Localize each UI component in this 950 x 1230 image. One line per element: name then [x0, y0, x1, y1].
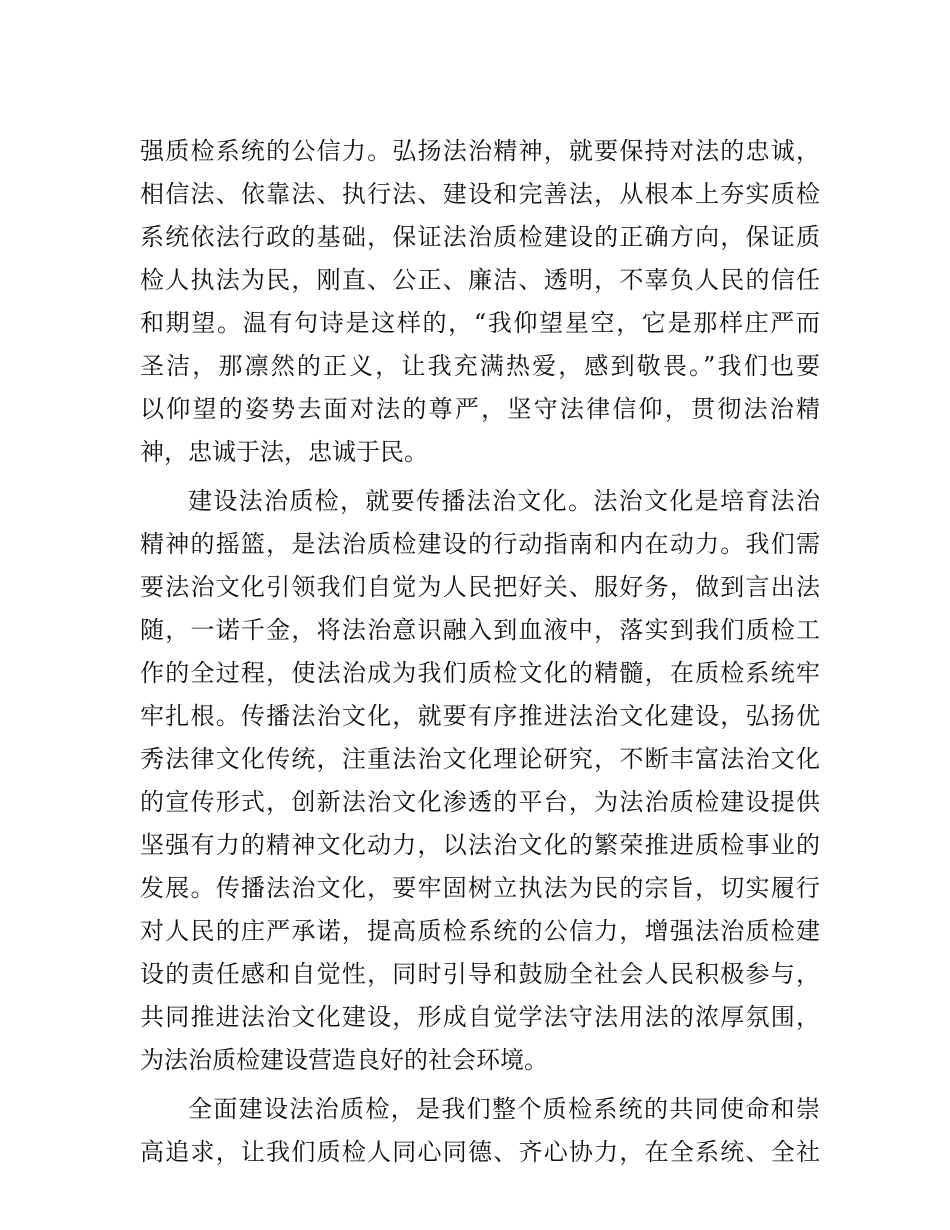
paragraph-3: [140, 1088, 820, 1174]
paragraph-line: 相信法、依靠法、执行法、建设和完善法，从根本上夯实质检: [140, 180, 820, 208]
paragraph-line: 设的责任感和自觉性，同时引导和鼓励全社会人民积极参与，: [140, 960, 820, 988]
paragraph-line: 圣洁，那凛然的正义，让我充满热爱，感到敬畏。”我们也要: [140, 352, 820, 380]
paragraph-line: 共同推进法治文化建设，形成自觉学法守法用法的浓厚氛围，: [140, 1003, 820, 1031]
paragraph-line: 秀法律文化传统，注重法治文化理论研究，不断丰富法治文化: [140, 745, 820, 773]
paragraph-line: 发展。传播法治文化，要牢固树立执法为民的宗旨，切实履行: [140, 874, 820, 902]
document-body: [140, 130, 820, 1174]
paragraph-line: 随，一诺千金，将法治意识融入到血液中，落实到我们质检工: [140, 616, 820, 644]
paragraph-line: 坚强有力的精神文化动力，以法治文化的繁荣推进质检事业的: [140, 831, 820, 859]
paragraph-line: 检人执法为民，刚直、公正、廉洁、透明，不辜负人民的信任: [140, 266, 820, 294]
paragraph-line: 建设法治质检，就要传播法治文化。法治文化是培育法治: [188, 487, 820, 515]
paragraph-line: 对人民的庄严承诺，提高质检系统的公信力，增强法治质检建: [140, 917, 820, 945]
paragraph-line: 高追求，让我们质检人同心同德、齐心协力，在全系统、全社: [140, 1138, 820, 1166]
paragraph-line: 全面建设法治质检，是我们整个质检系统的共同使命和崇: [188, 1095, 820, 1123]
paragraph-line: 的宣传形式，创新法治文化渗透的平台，为法治质检建设提供: [140, 788, 820, 816]
paragraph-2: [140, 480, 820, 1082]
paragraph-line: 以仰望的姿势去面对法的尊严，坚守法律信仰，贯彻法治精: [140, 395, 820, 423]
paragraph-line: 神，忠诚于法，忠诚于民。: [140, 438, 428, 466]
paragraph-line: 和期望。温有句诗是这样的，“我仰望星空，它是那样庄严而: [140, 309, 820, 337]
paragraph-line: 牢扎根。传播法治文化，就要有序推进法治文化建设，弘扬优: [140, 702, 820, 730]
paragraph-line: 要法治文化引领我们自觉为人民把好关、服好务，做到言出法: [140, 573, 820, 601]
paragraph-line: 作的全过程，使法治成为我们质检文化的精髓，在质检系统牢: [140, 659, 820, 687]
paragraph-line: 强质检系统的公信力。弘扬法治精神，就要保持对法的忠诚，: [140, 137, 820, 165]
paragraph-line: 系统依法行政的基础，保证法治质检建设的正确方向，保证质: [140, 223, 820, 251]
paragraph-1: [140, 130, 820, 474]
paragraph-line: 精神的摇篮，是法治质检建设的行动指南和内在动力。我们需: [140, 530, 820, 558]
paragraph-line: 为法治质检建设营造良好的社会环境。: [140, 1046, 548, 1074]
